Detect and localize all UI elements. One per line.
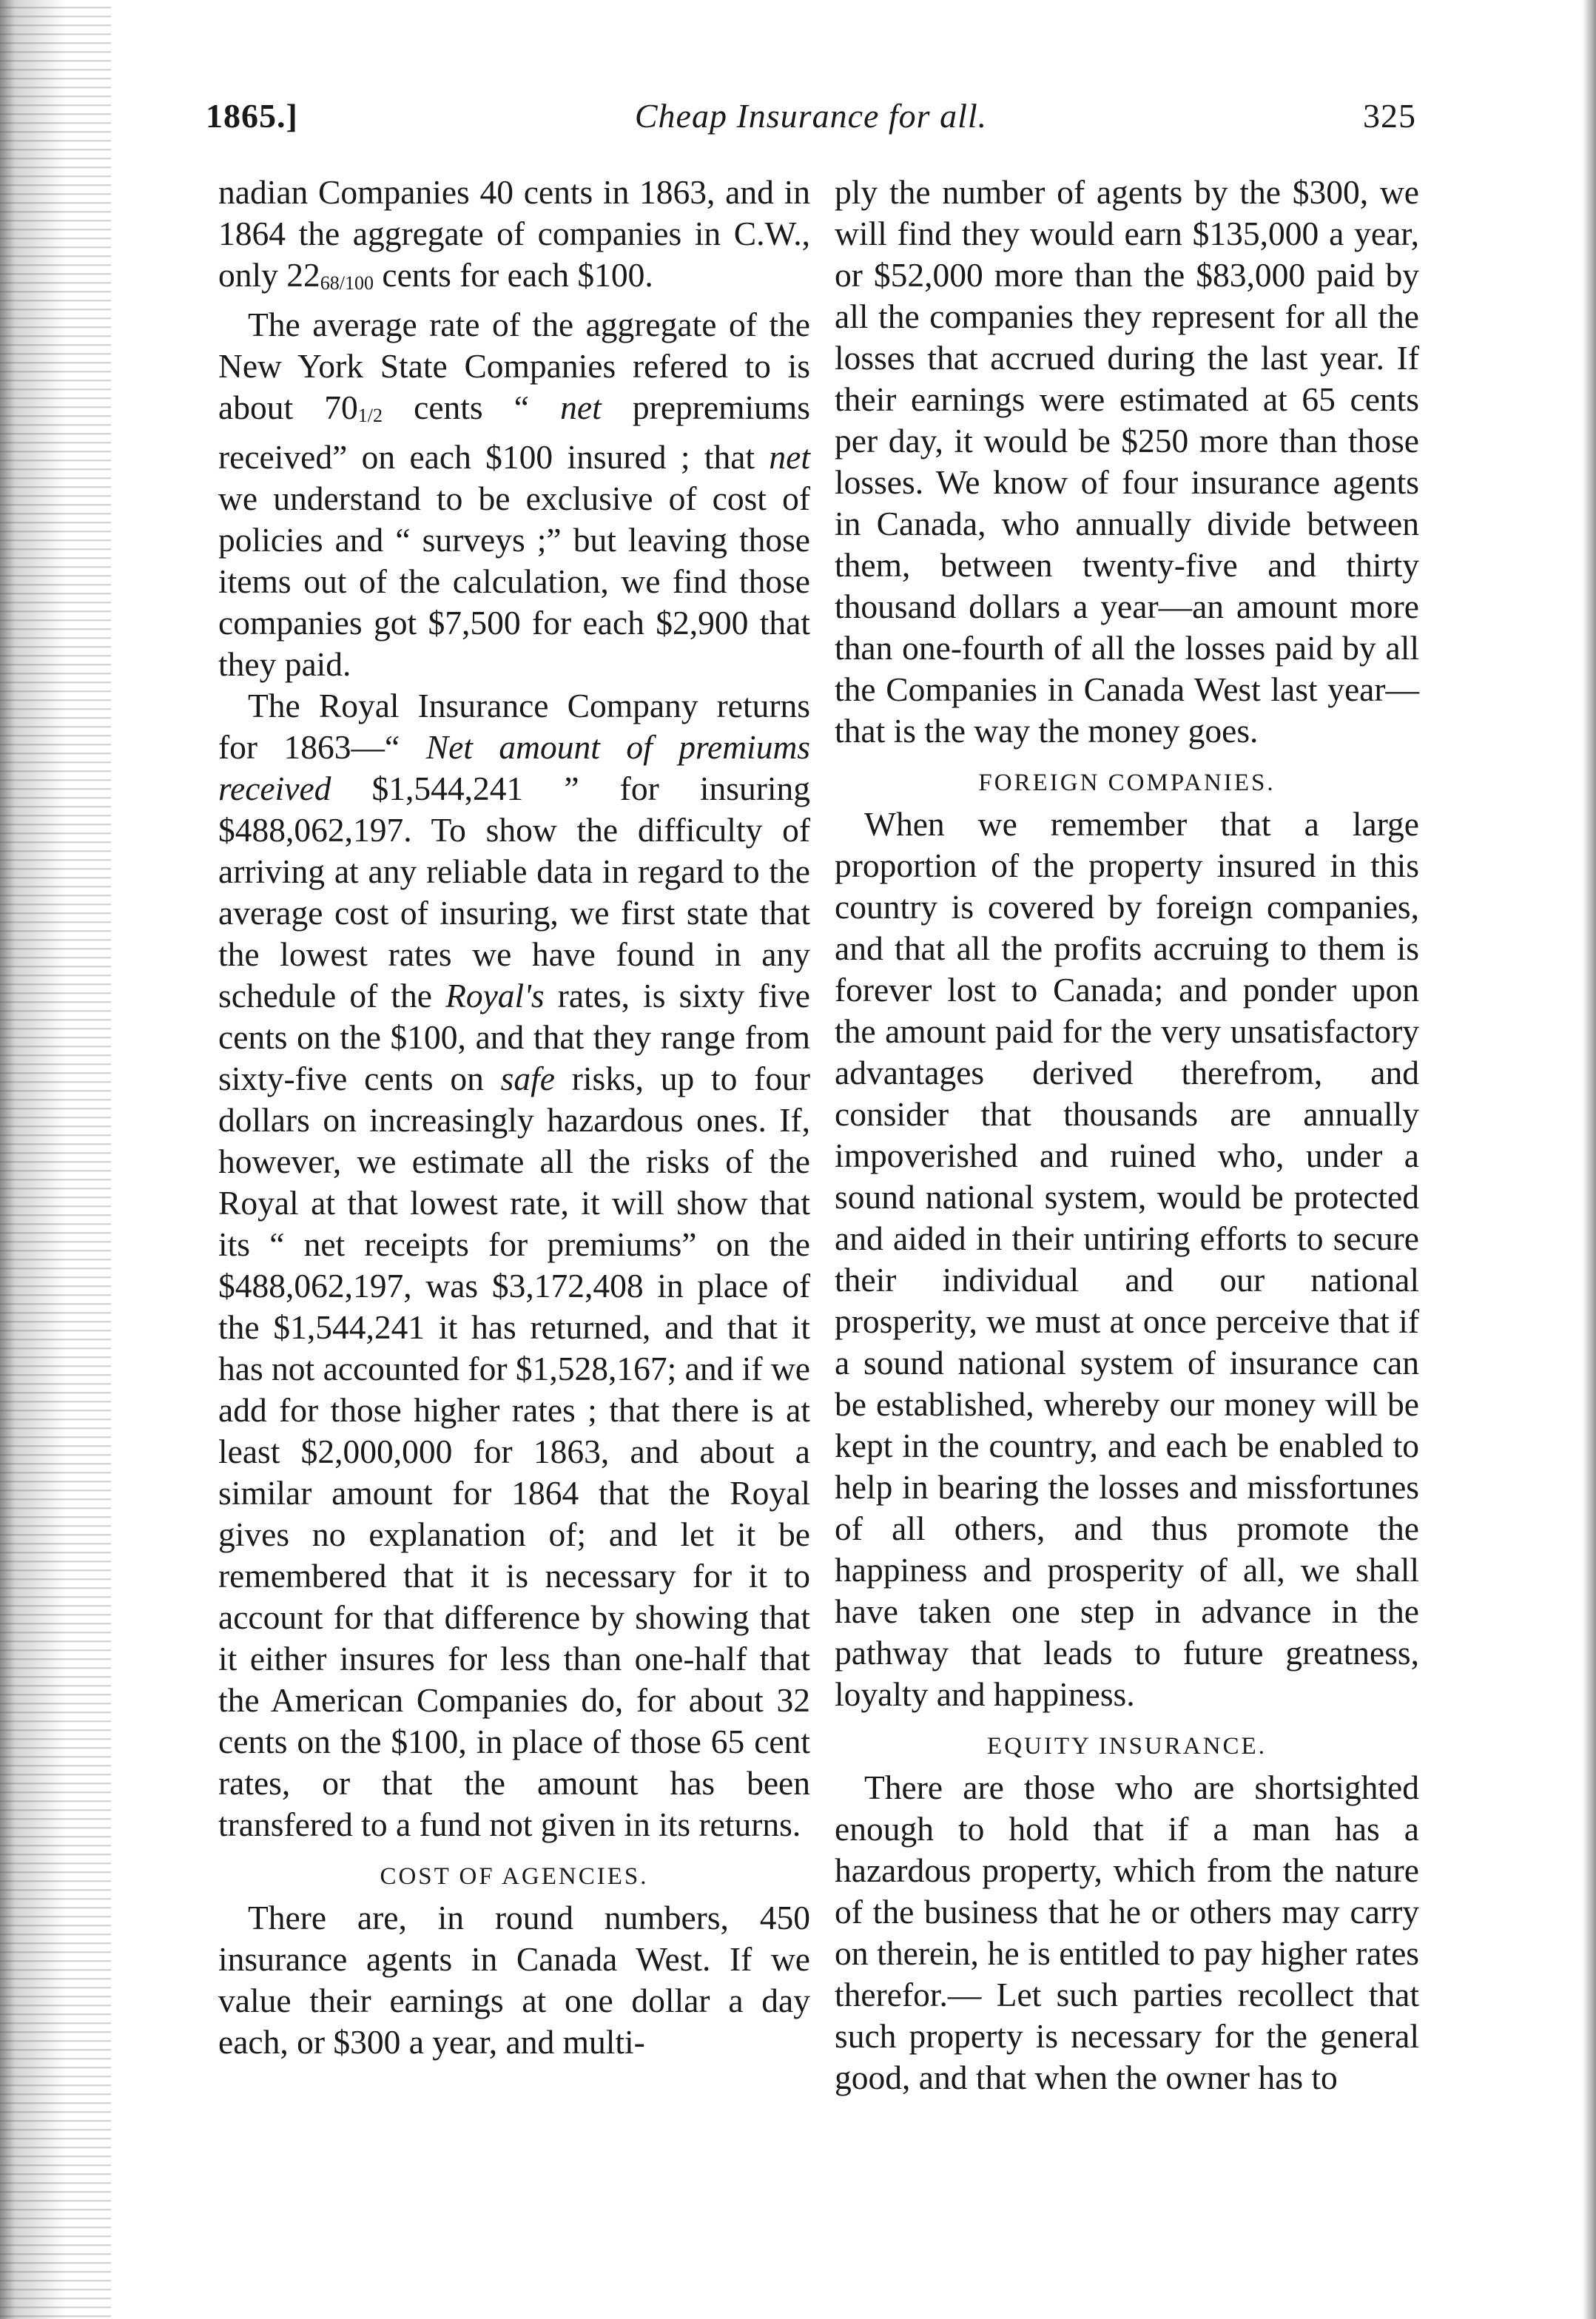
heading-foreign-companies: FOREIGN COMPANIES. bbox=[978, 770, 1276, 796]
left-p2-b: cents “ bbox=[382, 388, 561, 426]
right-column bbox=[835, 172, 1419, 2098]
left-p3-a: The Royal Insurance Company returns for 1863—“ bbox=[218, 687, 810, 766]
left-p3-d: risks, up to four dollars on increasingly hazardous ones. If, however, we estimate all the risks of the Royal at that lowest rate, it will show that its “ net receipts for premiums” on the $488,062,197, was $3,172,408 in place of the $1,544,241 it has returned, and that it has not accounted for $1,528,167; and if we add for those higher rates ; that there is at least $2,000,000 for 1863, and about a similar amount for 1864 that the Royal gives no explanation of; and let it be remembered that it is necessary for it to account for that difference by showing that it either insures for less than one-half that the American Companies do, for about 32 cents on the $100, in place of those 65 cent rates, or that the amount has been transfered to a fund not given in its returns. bbox=[218, 1060, 810, 1843]
right-paragraph-1: ply the number of agents by the $300, we will find they would earn $135,000 a year, or $52,000 more than the $83,000 paid by all the companies they represent for all the losses that accrued during the last year. If their earnings were estimated at 65 cents per day, it would be $250 more than those losses. We know of four insurance agents in Canada, who annually divide between them, between twenty-five and thirty thousand dollars a year—an amount more than one-fourth of all the losses paid by all the Companies in Canada West last year—that is the way the money goes. bbox=[835, 173, 1419, 750]
header-year: 1865.] bbox=[206, 97, 298, 135]
left-p3-quote-italic: Net amount of premiums received bbox=[218, 728, 811, 807]
left-p2-c: prepremiums received” on each $100 insured ; that bbox=[218, 388, 810, 476]
left-column bbox=[218, 172, 810, 2063]
left-p2-net-italic: net bbox=[560, 388, 602, 426]
heading-equity-insurance: EQUITY INSURANCE. bbox=[987, 1733, 1267, 1760]
header-page-number: 325 bbox=[1363, 97, 1416, 135]
left-p2-fraction: 1/2 bbox=[357, 405, 383, 426]
page-binding-edge bbox=[0, 0, 111, 2319]
left-p2-net-italic-2: net bbox=[769, 438, 810, 476]
running-header bbox=[206, 89, 1416, 148]
heading-cost-of-agencies: COST OF AGENCIES. bbox=[380, 1863, 649, 1890]
left-p2-a: The average rate of the aggregate of the New York State Companies refered to is about 70 bbox=[218, 306, 810, 426]
left-paragraph-3 bbox=[218, 685, 810, 1845]
left-p3-safe-italic: safe bbox=[500, 1060, 555, 1097]
header-running-title: Cheap Insurance for all. bbox=[634, 97, 988, 135]
left-paragraph-4: There are, in round numbers, 450 insurance agents in Canada West. If we value their earnings at one dollar a day each, or $300 a year, and multi- bbox=[218, 1899, 810, 2061]
left-p1-text: nadian Companies 40 cents in 1863, and in 1864 the aggregate of companies in C.W., only 22 bbox=[218, 173, 810, 294]
left-p3-royal-italic: Royal's bbox=[445, 977, 545, 1014]
left-p3-c: rates, is sixty five cents on the $100, and that they range from sixty-five cents on bbox=[218, 977, 810, 1097]
left-p2-d: we understand to be exclusive of cost of policies and “ surveys ;” but leaving those items out of the calculation, we find those companies got $7,500 for each $2,900 that they paid. bbox=[218, 479, 810, 683]
left-p1-fraction: 68/100 bbox=[320, 272, 374, 294]
page-right-edge bbox=[1583, 0, 1596, 2319]
left-paragraph-2 bbox=[218, 304, 810, 685]
left-p1-tail: cents for each $100. bbox=[374, 256, 653, 294]
right-paragraph-3: There are those who are shortsighted enough to hold that if a man has a hazardous property, which from the nature of the business that he or others may carry on therein, he is entitled to pay higher rates therefor.— Let such parties recollect that such property is necessary for the general good, and that when the owner has to bbox=[835, 1768, 1419, 2096]
left-p3-b: $1,544,241 ” for insuring $488,062,197. To show the difficulty of arriving at any reliable data in regard to the average cost of insuring, we first state that the lowest rates we have found in any schedule of the bbox=[218, 770, 810, 1014]
left-paragraph-1 bbox=[218, 172, 810, 304]
right-paragraph-2: When we remember that a large proportion of the property insured in this country is covered by foreign companies, and that all the profits accruing to them is forever lost to Canada; and ponder upon the amount paid for the very unsatisfactory advantages derived therefrom, and consider that thousands are annually impoverished and ruined who, under a sound national system, would be protected and aided in their untiring efforts to secure their individual and our national prosperity, we must at once perceive that if a sound national system of insurance can be established, whereby our money will be kept in the country, and each be enabled to help in bearing the losses and missfortunes of all others, and thus promote the happiness and prosperity of all, we shall have taken one step in advance in the pathway that leads to future greatness, loyalty and happiness. bbox=[835, 805, 1419, 1713]
